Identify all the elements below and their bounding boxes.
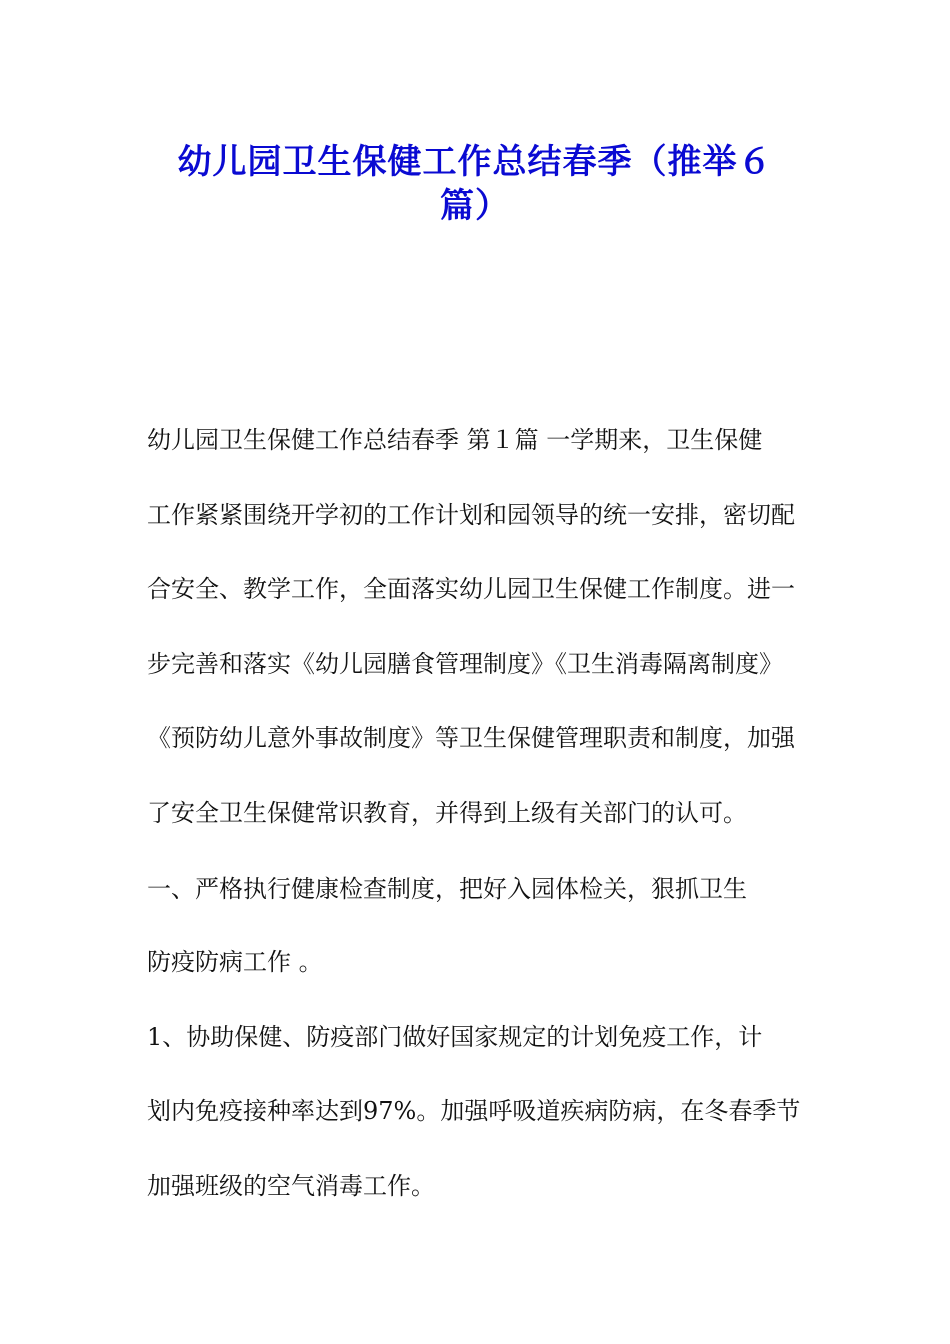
body-line: 1、协助保健、防疫部门做好国家规定的计划免疫工作，计 <box>147 1023 763 1051</box>
body-line: 一、严格执行健康检查制度，把好入园体检关，狠抓卫生 <box>147 875 747 903</box>
body-line: 了安全卫生保健常识教育，并得到上级有关部门的认可。 <box>147 799 747 827</box>
body-line: 防疫防病工作 。 <box>147 948 323 976</box>
body-line: 工作紧紧围绕开学初的工作计划和园领导的统一安排，密切配 <box>147 501 795 529</box>
body-line: 步完善和落实《幼儿园膳食管理制度》《卫生消毒隔离制度》 <box>147 650 783 678</box>
body-line: 划内免疫接种率达到97%。加强呼吸道疾病防病，在冬春季节 <box>147 1097 801 1125</box>
document-title-line-2: 篇） <box>440 186 510 226</box>
body-line: 幼儿园卫生保健工作总结春季 第１篇 一学期来，卫生保健 <box>147 426 763 454</box>
document-title-line-1: 幼儿园卫生保健工作总结春季（推举６ <box>177 142 773 182</box>
body-line: 加强班级的空气消毒工作。 <box>147 1172 435 1200</box>
body-line: 合安全、教学工作，全面落实幼儿园卫生保健工作制度。进一 <box>147 575 795 603</box>
body-line: 《预防幼儿意外事故制度》等卫生保健管理职责和制度，加强 <box>147 724 795 752</box>
